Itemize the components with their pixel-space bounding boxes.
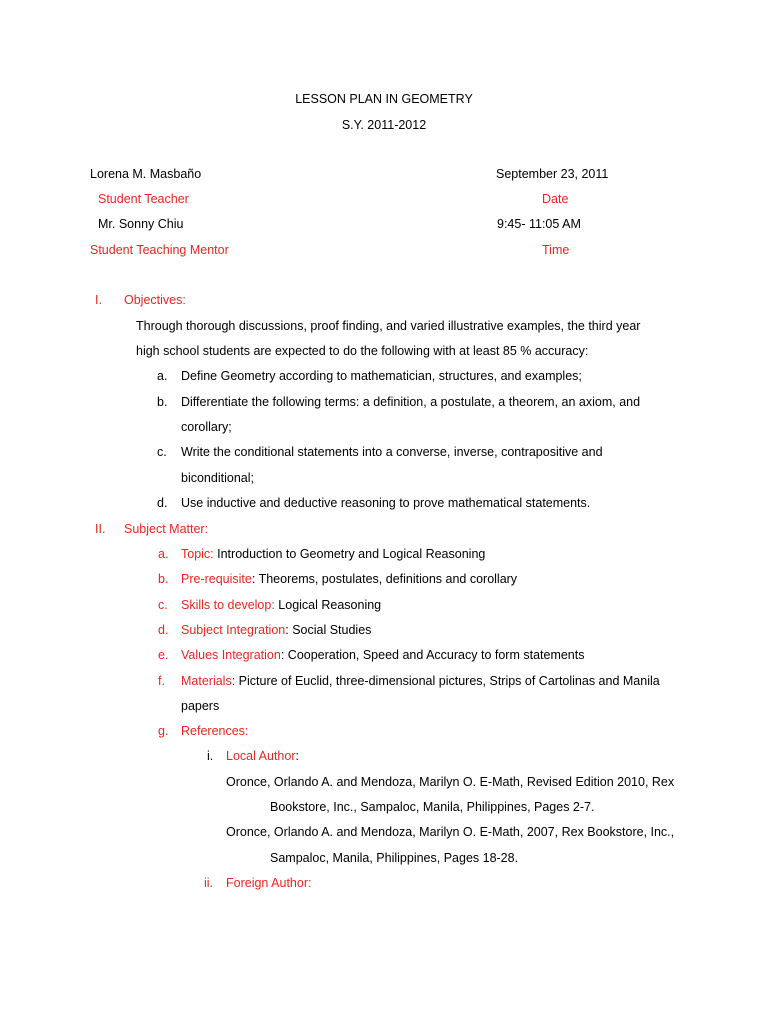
document-title: LESSON PLAN IN GEOMETRY — [295, 92, 473, 106]
objectives-intro-line1: Through thorough discussions, proof finding, and varied illustrative examples, the third year — [136, 319, 641, 333]
local-author-numeral: i. — [207, 749, 214, 763]
student-teacher-name: Lorena M. Masbaño — [90, 167, 202, 181]
skills-value: Logical Reasoning — [274, 598, 382, 612]
materials-label: Materials — [181, 674, 232, 688]
prerequisite-value: : Theorems, postulates, definitions and corollary — [251, 572, 518, 586]
objective-item-a: Define Geometry according to mathematician, structures, and examples; — [181, 369, 582, 383]
subject-item-values — [181, 647, 584, 663]
local-author-label: Local Author — [226, 749, 296, 763]
objective-item-c-line1: Write the conditional statements into a converse, inverse, contrapositive and — [181, 445, 603, 459]
reference-2-line1: Oronce, Orlando A. and Mendoza, Marilyn O. E-Math, 2007, Rex Bookstore, Inc., — [226, 825, 675, 839]
objective-letter-b: b. — [157, 395, 168, 409]
objective-letter-c: c. — [157, 445, 167, 459]
references-label: References: — [181, 724, 249, 738]
subject-letter-c: c. — [158, 598, 168, 612]
reference-2-line2: Sampaloc, Manila, Philippines, Pages 18-28. — [270, 851, 519, 865]
objective-item-b-line1: Differentiate the following terms: a definition, a postulate, a theorem, an axiom, and — [181, 395, 641, 409]
date-value: September 23, 2011 — [496, 167, 609, 181]
foreign-author-numeral: ii. — [204, 876, 214, 890]
objective-letter-a: a. — [157, 369, 168, 383]
subject-matter-heading: Subject Matter: — [124, 522, 209, 536]
objective-item-c-line2: biconditional; — [181, 471, 254, 485]
values-value: : Cooperation, Speed and Accuracy to form statements — [280, 648, 585, 662]
subject-letter-e: e. — [158, 648, 169, 662]
local-author-colon: : — [295, 749, 299, 763]
local-author-heading — [226, 748, 299, 764]
time-label: Time — [542, 243, 570, 257]
values-label: Values Integration — [181, 648, 281, 662]
subject-item-topic — [181, 546, 485, 562]
subject-letter-g: g. — [158, 724, 169, 738]
subject-letter-a: a. — [158, 547, 169, 561]
subject-letter-b: b. — [158, 572, 169, 586]
objectives-heading: Objectives: — [124, 293, 186, 307]
materials-value: : Picture of Euclid, three-dimensional pictures, Strips of Cartolinas and Manila — [231, 674, 660, 688]
reference-1-line2: Bookstore, Inc., Sampaloc, Manila, Philippines, Pages 2-7. — [270, 800, 595, 814]
integration-value: : Social Studies — [285, 623, 372, 637]
subject-item-skills — [181, 597, 381, 613]
topic-label: Topic: — [181, 547, 214, 561]
mentor-label: Student Teaching Mentor — [90, 243, 229, 257]
time-value: 9:45- 11:05 AM — [497, 217, 581, 231]
subject-item-integration — [181, 622, 371, 638]
mentor-name: Mr. Sonny Chiu — [98, 217, 184, 231]
subject-matter-numeral: II. — [95, 522, 106, 536]
objective-letter-d: d. — [157, 496, 168, 510]
prerequisite-label: Pre-requisite — [181, 572, 252, 586]
objective-item-b-line2: corollary; — [181, 420, 232, 434]
foreign-author-label: Foreign Author: — [226, 876, 312, 890]
objectives-numeral: I. — [95, 293, 102, 307]
topic-value: Introduction to Geometry and Logical Reasoning — [213, 547, 486, 561]
school-year: S.Y. 2011-2012 — [341, 118, 427, 132]
objective-item-d: Use inductive and deductive reasoning to prove mathematical statements. — [181, 496, 591, 510]
subject-item-materials — [181, 673, 660, 689]
objectives-intro-line2: high school students are expected to do the following with at least 85 % accuracy: — [136, 344, 589, 358]
integration-label: Subject Integration — [181, 623, 286, 637]
student-teacher-label: Student Teacher — [98, 192, 189, 206]
date-label: Date — [542, 192, 569, 206]
materials-continuation: papers — [181, 699, 220, 713]
subject-letter-d: d. — [158, 623, 169, 637]
skills-label: Skills to develop: — [181, 598, 275, 612]
subject-item-prerequisite — [181, 571, 517, 587]
subject-letter-f: f. — [158, 674, 165, 688]
reference-1-line1: Oronce, Orlando A. and Mendoza, Marilyn O. E-Math, Revised Edition 2010, Rex — [226, 775, 675, 789]
